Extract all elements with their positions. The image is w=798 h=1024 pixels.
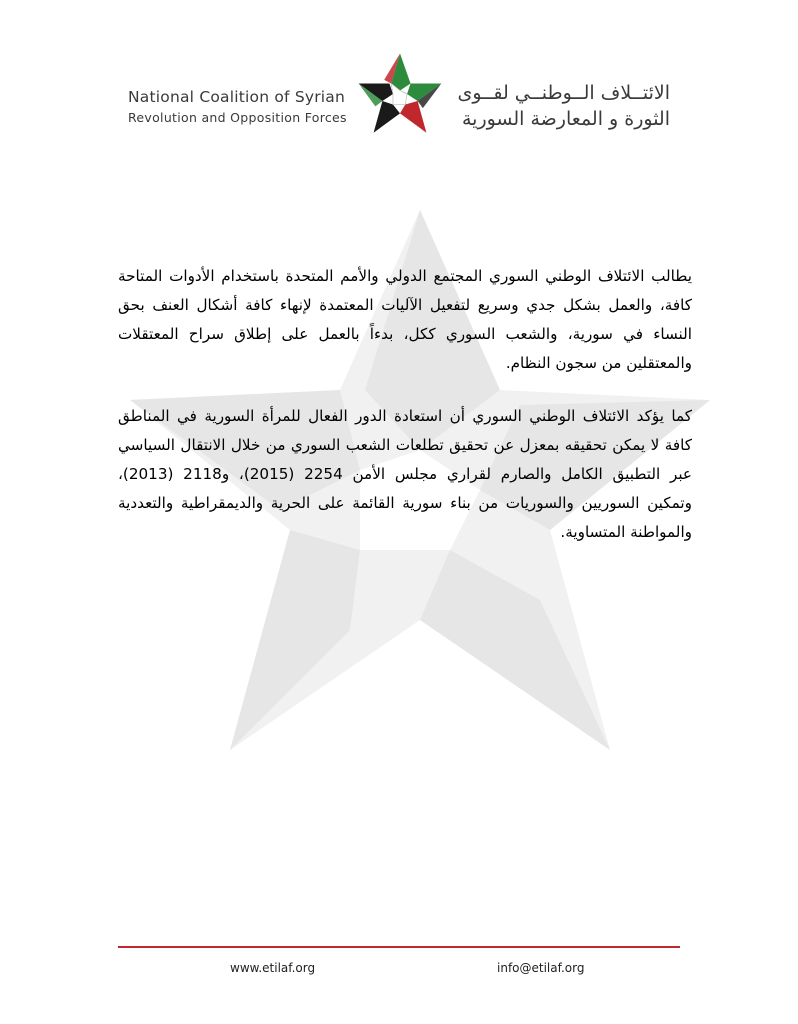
org-name-en-line1: National Coalition of Syrian <box>128 88 346 106</box>
org-name-en-line2: Revolution and Opposition Forces <box>128 110 347 125</box>
statement-body <box>118 262 692 571</box>
org-name-english <box>128 87 347 129</box>
org-name-arabic <box>456 80 670 132</box>
coalition-star-logo-icon <box>356 50 444 138</box>
paragraph-2: كما يؤكد الائتلاف الوطني السوري أن استعادة الدور الفعال للمرأة السورية في المناطق كافة لا يمكن تحقيقه بمعزل عن تحقيق تطلعات الشعب السوري من خلال الانتقال السياسي عبر التطبيق الكامل والصارم لقراري مجلس الأمن 2254 (2015)، و2118 (2013)، وتمكين السوريين والسوريات من بناء سورية القائمة على الحرية والديمقراطية والتعددية والمواطنة المتساوية. <box>118 407 692 541</box>
org-name-ar-line2: الثورة و المعارضة السورية <box>461 108 670 130</box>
org-name-ar-line1: الائتــلاف الــوطنــي لقــوى <box>457 82 670 104</box>
paragraph-1: يطالب الائتلاف الوطني السوري المجتمع الدولي والأمم المتحدة باستخدام الأدوات المتاحة كافة، والعمل بشكل جدي وسريع لتفعيل الآليات المعتمدة لإنهاء كافة أشكال العنف بحق النساء في سورية، والشعب السوري ككل، بدءاً بالعمل على إطلاق سراح المعتقلات والمعتقلين من سجون النظام. <box>118 267 692 372</box>
footer-divider <box>118 946 680 948</box>
email-link[interactable]: info@etilaf.org <box>497 961 585 975</box>
website-link[interactable]: www.etilaf.org <box>230 961 316 975</box>
